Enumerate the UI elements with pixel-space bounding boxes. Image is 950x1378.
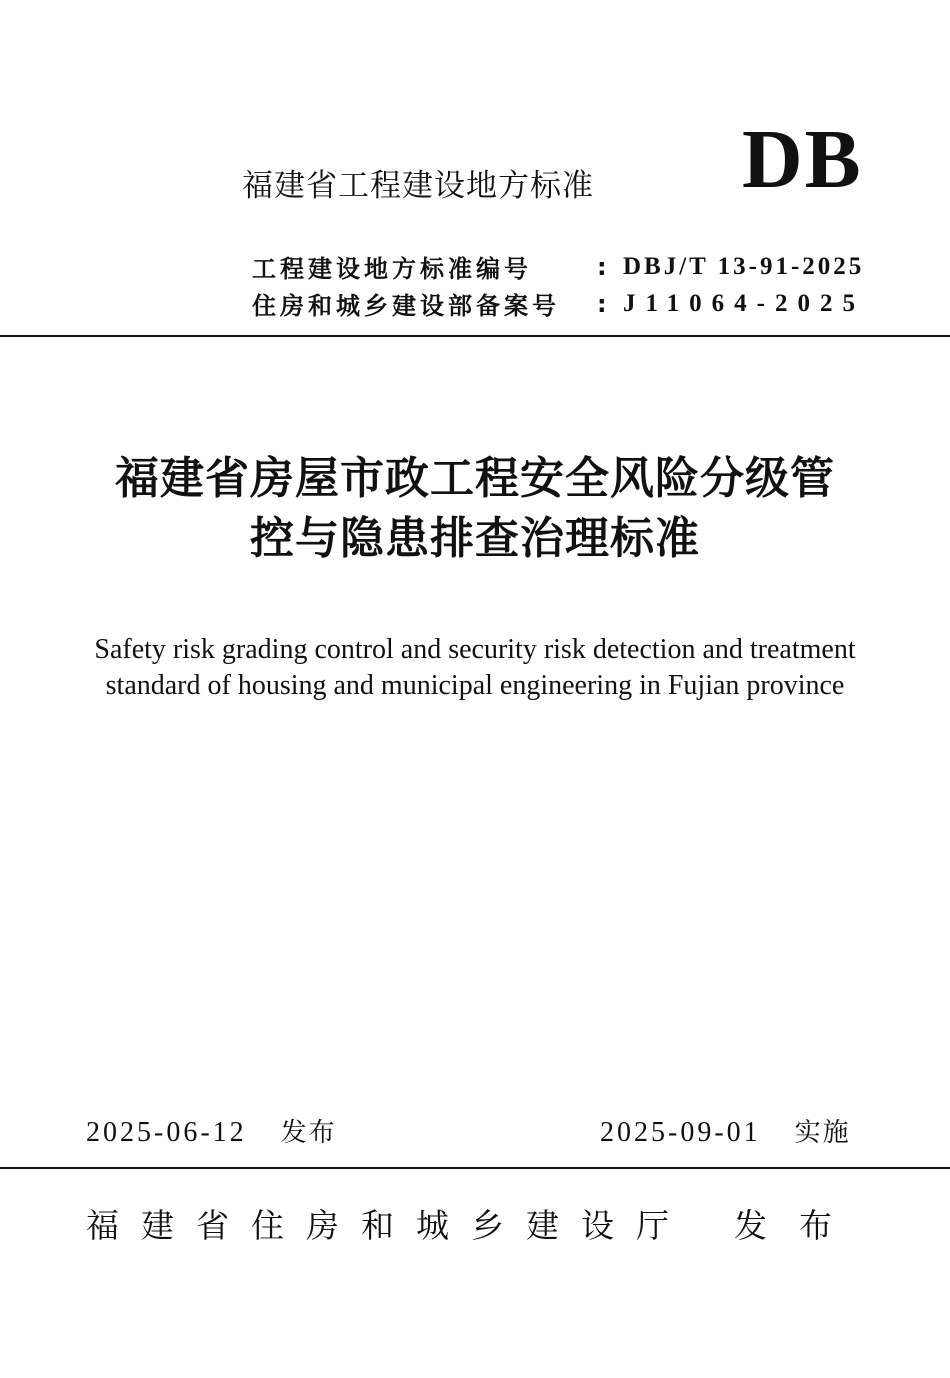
record-number-value: J11064-2025: [623, 289, 865, 317]
series-title: 福建省工程建设地方标准: [242, 168, 594, 204]
record-number-row: [252, 286, 897, 321]
top-divider: [0, 335, 950, 337]
db-mark: DB: [742, 113, 863, 206]
title-chinese-line-1: 福建省房屋市政工程安全风险分级管: [115, 453, 835, 504]
standard-number-separator: :: [597, 252, 607, 281]
title-english: Safety risk grading control and security risk detection and treatment standard of housing and municipal engineering in Fujian province: [94, 634, 856, 701]
effective-date-block: [600, 1112, 851, 1149]
standard-number-label: 工程建设地方标准编号: [252, 255, 532, 283]
effective-label: 实施: [794, 1118, 851, 1148]
standard-number-row: [252, 249, 897, 284]
issue-label: 发布: [734, 1206, 864, 1245]
bottom-divider: [0, 1167, 950, 1169]
issuer-name: 福建省住房和城乡建设厅: [86, 1206, 691, 1245]
issuer-block: [86, 1200, 864, 1247]
standard-number-value: DBJ/T 13-91-2025: [623, 252, 865, 280]
effective-date: 2025-09-01: [600, 1117, 761, 1148]
publish-label: 发布: [280, 1118, 337, 1148]
record-number-label: 住房和城乡建设部备案号: [252, 292, 560, 320]
publish-date-block: [86, 1112, 337, 1149]
record-number-separator: :: [597, 289, 607, 318]
title-chinese-line-2: 控与隐患排查治理标准: [250, 513, 700, 564]
publish-date: 2025-06-12: [86, 1117, 247, 1148]
